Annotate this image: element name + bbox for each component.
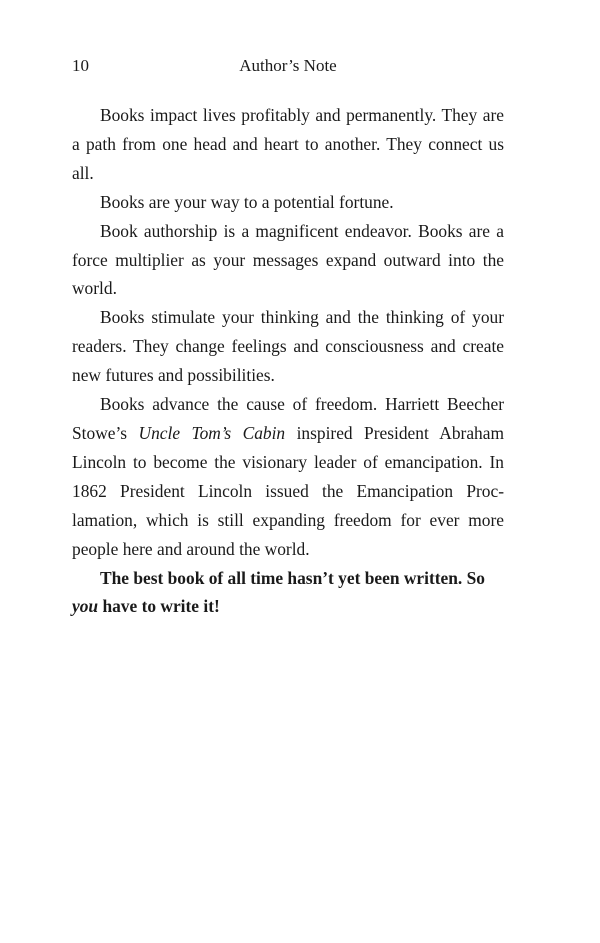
body-text xyxy=(72,101,504,621)
running-title: Author’s Note xyxy=(239,56,337,75)
paragraph-books-stimulate: Books stimulate your thinking and the thinking of your readers. They change feelings and consciousness and create new futures and possibilities. xyxy=(72,307,504,386)
you-italic: you xyxy=(72,596,99,617)
freedom-text-start: Books advance the cause of freedom. Harriett Beecher Stowe’s xyxy=(72,394,504,443)
paragraph-book-authorship: Book authorship is a magnificent endeavor. Books are a force multiplier as your messages expand outward into the world. xyxy=(72,220,504,299)
page-number: 10 xyxy=(72,56,89,75)
paragraph-best-book xyxy=(72,564,504,622)
freedom-text-end: inspired President Abraham Lincoln to become the visionary leader of emancipation. In 1862 President Lincoln issued the Emancipation Proclamation, which is still expanding freedom for ever more people here and around the world. xyxy=(72,422,504,559)
best-book-text-end: have to write it! xyxy=(98,596,220,617)
paragraph-freedom xyxy=(72,390,504,563)
best-book-text-start: The best book of all time hasn’t yet been written. So xyxy=(100,567,485,588)
running-head xyxy=(72,56,504,78)
paragraph-potential-fortune: Books are your way to a potential fortune. xyxy=(100,191,394,212)
paragraph-books-impact: Books impact lives profitably and permanently. They are a path from one head and heart to another. They connect us all. xyxy=(72,105,504,183)
book-title-italic: Uncle Tom’s Cabin xyxy=(138,422,286,443)
